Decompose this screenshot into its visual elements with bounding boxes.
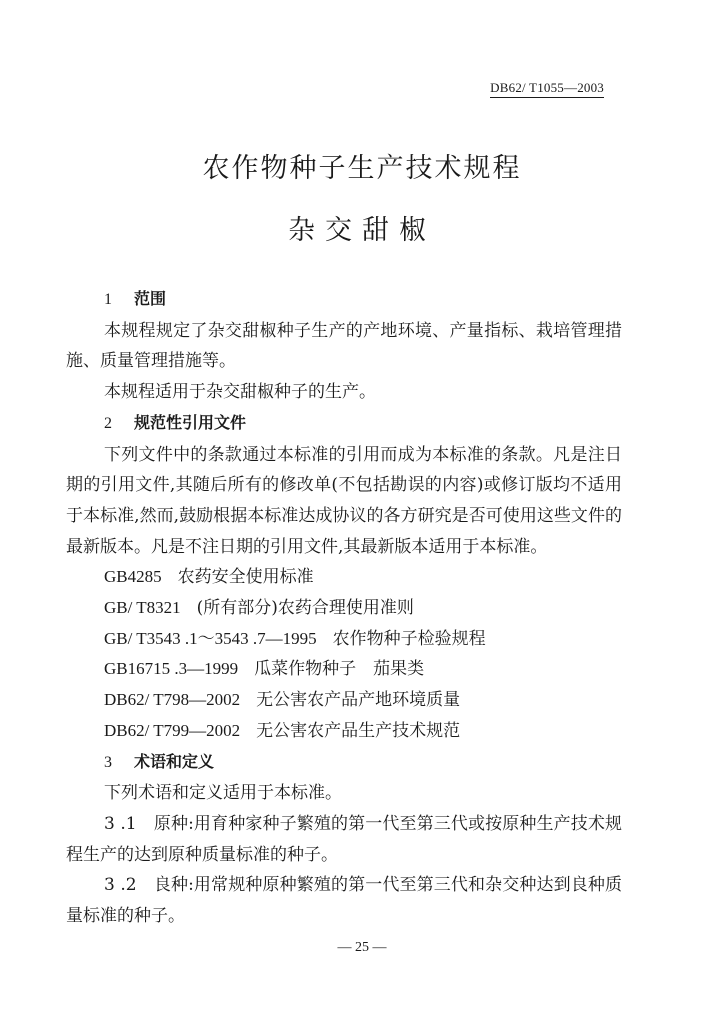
section-number: 3 xyxy=(104,753,112,771)
section-number: 1 xyxy=(104,291,112,308)
section-heading-terms-definitions xyxy=(66,747,622,779)
paragraph: 下列术语和定义适用于本标准。 xyxy=(104,783,342,804)
paragraph: 下列文件中的条款通过本标准的引用而成为本标准的条款。凡是注日期的引用文件,其随后所有的修改单(不包括勘误的内容)或修订版均不适用于本标准,然而,鼓励根据本标准达成协议的各方研究是否可使用这些文件的最新版本。凡是不注日期的引用文件,其最新版本适用于本标准。 xyxy=(66,444,622,557)
reference-item xyxy=(66,624,622,655)
reference-name: 农作物种子检验规程 xyxy=(332,628,486,649)
reference-name: 农药安全使用标准 xyxy=(177,567,314,588)
paragraph: 本规程适用于杂交甜椒种子的生产。 xyxy=(104,382,376,403)
document-title: 农作物种子生产技术规程 xyxy=(202,153,522,184)
document-subtitle: 杂交甜椒 xyxy=(288,215,436,246)
reference-code: GB4285 xyxy=(104,567,162,587)
section-title: 范围 xyxy=(134,289,167,308)
reference-code: DB62/ T799—2002 xyxy=(104,720,241,740)
reference-code: DB62/ T798—2002 xyxy=(104,690,241,710)
reference-item xyxy=(66,685,622,716)
reference-item xyxy=(66,562,622,593)
document-body xyxy=(66,284,622,932)
section-number: 2 xyxy=(104,414,112,432)
section-heading-scope xyxy=(66,284,622,316)
page-number: — 25 — xyxy=(337,940,387,955)
reference-code: GB16715 .3—1999 xyxy=(104,659,239,679)
reference-name: (所有部分)农药合理使用准则 xyxy=(196,598,414,619)
reference-item xyxy=(66,716,622,747)
reference-item xyxy=(66,593,622,624)
paragraph: 本规程规定了杂交甜椒种子生产的产地环境、产量指标、栽培管理措施、质量管理措施等。 xyxy=(66,320,622,372)
reference-item xyxy=(66,654,622,685)
standard-code: DB62/ T1055—2003 xyxy=(490,80,604,98)
section-title: 规范性引用文件 xyxy=(134,412,247,432)
definition-item: 3 .2 良种:用常规种原种繁殖的第一代至第三代和杂交种达到良种质量标准的种子。 xyxy=(66,875,622,927)
reference-name: 无公害农产品产地环境质量 xyxy=(256,690,461,711)
section-heading-normative-references xyxy=(66,408,622,440)
definition-item: 3 .1 原种:用育种家种子繁殖的第一代至第三代或按原种生产技术规程生产的达到原种质量标准的种子。 xyxy=(66,813,622,865)
reference-name: 瓜菜作物种子 茄果类 xyxy=(254,659,425,680)
section-title: 术语和定义 xyxy=(134,751,215,771)
reference-code: GB/ T8321 xyxy=(104,598,181,618)
reference-name: 无公害农产品生产技术规范 xyxy=(256,720,461,741)
reference-code: GB/ T3543 .1～3543 .7—1995 xyxy=(104,628,317,648)
